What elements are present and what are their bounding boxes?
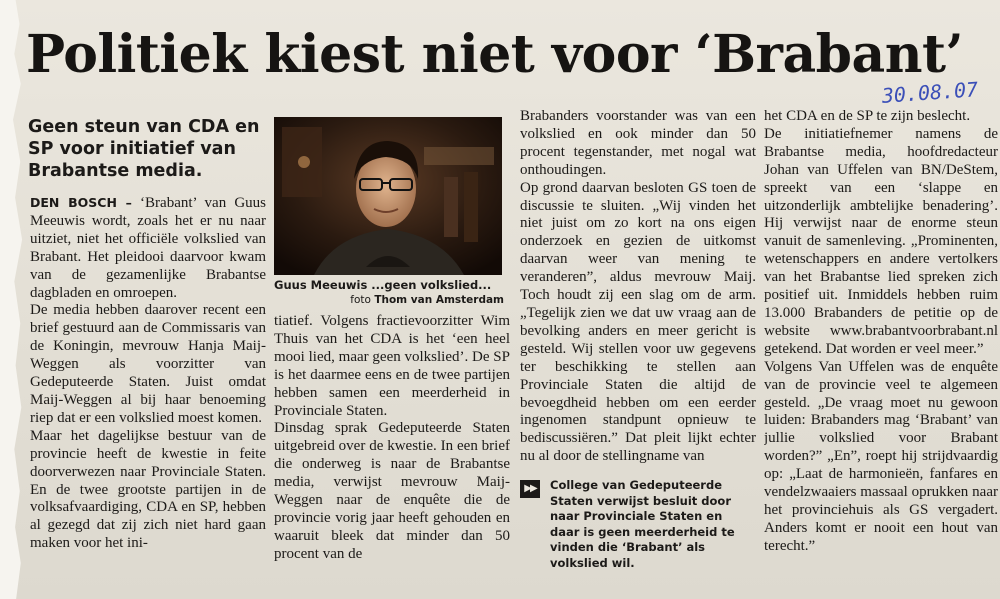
double-arrow-icon: ▶▶ xyxy=(520,480,540,498)
article-column-3 xyxy=(520,108,756,476)
subheadline: Geen steun van CDA en SP voor initiatief van Brabantse media. xyxy=(28,117,260,181)
paragraph: DEN BOSCH – ‘Brabant’ van Guus Meeuwis wordt, zoals het er nu naar uitziet, niet het officiële volkslied van Brabant. Het pleidooi daarvoor kwam van de gezamenlijke Brabantse dagbladen en omroepen. xyxy=(30,195,266,301)
paragraph: Volgens Van Uffelen was de enquête van de provincie veel te algemeen gesteld. „De vraag moet nu gewoon luiden: Brabanders mag ‘Brabant’ van jullie volkslied voor Brabant worden?” „En”, roept hij strijdvaardig op: „Laat de harmonieën, fanfares en vendelzwaaiers massaal oprukken naar het provinciehuis als GS vergadert. Anders komt er nooit een hout van terecht.” xyxy=(764,358,998,554)
dateline-city: DEN BOSCH – xyxy=(30,195,132,210)
paragraph: De media hebben daarover recent een brief gestuurd aan de Commissaris van de Koningin, mevrouw Hanja Maij-Weggen als voorzitter van Gedeputeerde Staten. Juist omdat Maij-Weggen al bij haar benoeming riep dat er een volkslied moest komen. xyxy=(30,302,266,426)
paragraph: tiatief. Volgens fractievoorzitter Wim Thuis van het CDA is het ‘een heel mooi lied, maar geen volkslied’. De SP is het daarmee eens en de twee partijen hebben samen een meerderheid in Provinciale Staten. xyxy=(274,313,510,419)
article-column-1 xyxy=(30,194,266,584)
handwritten-date: 30.08.07 xyxy=(881,77,979,108)
pull-quote xyxy=(520,478,756,574)
torn-paper-edge xyxy=(0,0,26,599)
bleed-through-text xyxy=(500,0,1000,26)
headline: Politiek kiest niet voor ‘Brabant’ xyxy=(26,24,964,85)
photo-caption xyxy=(274,278,504,308)
article-column-4 xyxy=(764,108,998,586)
article-photo xyxy=(274,117,502,275)
paragraph: Brabanders voorstander was van een volkslied en ook minder dan 50 procent tegenstander, met nogal wat onthoudingen. xyxy=(520,108,756,178)
paragraph: Dinsdag sprak Gedeputeerde Staten uitgebreid over de kwestie. In een brief die onderweg is naar de Brabantse media, verwijst mevrouw Maij-Weggen naar de enquête die de provincie vorig jaar heeft gehouden en waaruit bleek dat minder dan 50 procent van de xyxy=(274,420,510,562)
pull-quote-text: College van Gedeputeerde Staten verwijst besluit door naar Provinciale Staten en daar is geen meerderheid te vinden die ‘Brabant’ als volkslied wil. xyxy=(550,478,735,570)
paragraph: Maar het dagelijkse bestuur van de provincie heeft de kwestie in feite doorverwezen naar Provinciale Staten. En de twee grootste partijen in de volksafvaardiging, CDA en SP, hebben al gezegd dat zij zich niet hard gaan maken voor het ini- xyxy=(30,427,266,552)
paragraph: het CDA en de SP te zijn beslecht. xyxy=(764,108,971,124)
photo-credit: foto Thom van Amsterdam xyxy=(350,294,504,306)
article-column-2 xyxy=(274,313,510,588)
portrait-photo xyxy=(274,117,502,275)
paragraph: Op grond daarvan besloten GS toen de discussie te sluiten. „Wij vinden het niet juist om zo kort na ons eigen onderzoek en gezien de uitkomst daarvan weer van mening te veranderen”, aldus mevrouw Maij. Toch houdt zij een slag om de arm. „Tegelijk zien we dat uw vraag aan de bevolking anders en meer gericht is gesteld. Wij stellen voor uw gegevens ter beschikking te stellen aan Provinciale Staten die altijd de bevoegdheid hebben om een eerder ingenomen standpunt opnieuw te bediscussiëren.” Dat pleit lijkt echter nu al door de stellingname van xyxy=(520,179,756,465)
paragraph: De initiatiefnemer namens de Brabantse media, hoofdredacteur Johan van Uffelen van BN/DeStem, spreekt van een ‘slappe en uitzonderlijk ambtelijke benadering’. Hij verwijst naar de enorme steun vanuit de samenleving. „Prominenten, wetenschappers en andere vertolkers van het Brabantse lied spreken zich positief uit. Inmiddels hebben ruim 13.000 Brabanders de petitie op de website www.brabantvoorbrabant.nl getekend. Dat worden er veel meer.” xyxy=(764,125,998,357)
caption-text: Guus Meeuwis ...geen volkslied... xyxy=(274,278,492,292)
